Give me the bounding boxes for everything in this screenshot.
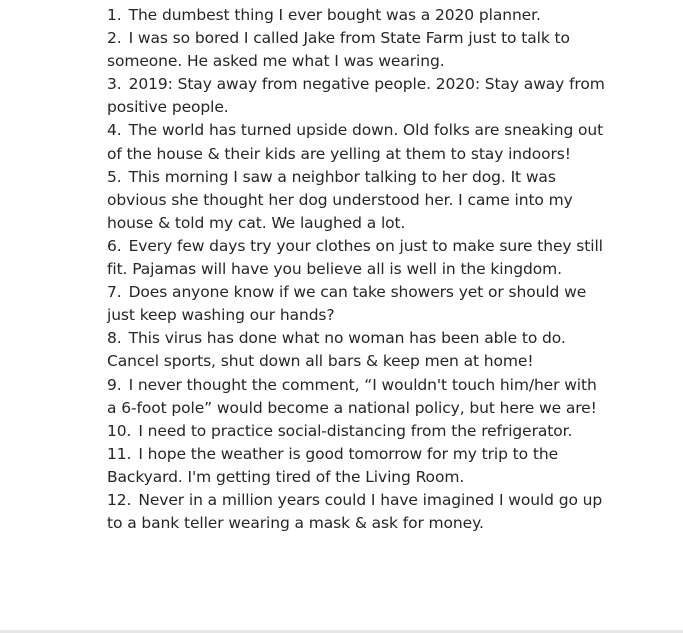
list-item	[107, 281, 607, 327]
list-item	[107, 489, 607, 535]
item-text: I never thought the comment, “I wouldn't touch him/her with a 6-foot pole” would become a national policy, but here we are!	[107, 375, 597, 417]
list-item	[107, 374, 607, 420]
list-item	[107, 4, 607, 27]
item-text: Every few days try your clothes on just to make sure they still fit. Pajamas will have you believe all is well in the kingdom.	[107, 236, 603, 279]
item-text: The dumbest thing I ever bought was a 2020 planner.	[128, 6, 541, 24]
item-text: I need to practice social-distancing from the refrigerator.	[138, 421, 573, 440]
item-text: I was so bored I called Jake from State Farm just to talk to someone. He asked me what I was wearing.	[107, 29, 570, 71]
item-number: 5.	[107, 167, 122, 186]
item-text: Does anyone know if we can take showers yet or should we just keep washing our hands?	[107, 283, 587, 325]
list-item	[107, 73, 607, 119]
item-text: This morning I saw a neighbor talking to her dog. It was obvious she thought her dog understood her. I came into my house & told my cat. We laughed a lot.	[107, 167, 573, 232]
item-number: 9.	[107, 375, 122, 394]
list-item	[107, 235, 607, 281]
list-item	[107, 119, 607, 165]
item-number: 4.	[107, 121, 122, 140]
list-item	[107, 327, 607, 373]
item-number: 7.	[107, 283, 122, 302]
item-text: The world has turned upside down. Old folks are sneaking out of the house & their kids are yelling at them to stay indoors!	[107, 121, 604, 163]
item-text: I hope the weather is good tomorrow for my trip to the Backyard. I'm getting tired of the Living Room.	[107, 444, 559, 486]
item-number: 6.	[107, 236, 122, 255]
item-number: 2.	[107, 29, 122, 48]
item-number: 3.	[107, 75, 122, 94]
item-text: Never in a million years could I have imagined I would go up to a bank teller wearing a mask & ask for money.	[107, 490, 603, 533]
list-item	[107, 420, 607, 443]
item-number: 8.	[107, 329, 122, 348]
item-text: 2019: Stay away from negative people. 2020: Stay away from positive people.	[107, 75, 605, 117]
item-text: This virus has done what no woman has been able to do. Cancel sports, shut down all bars & keep men at home!	[107, 329, 566, 371]
list-item	[107, 443, 607, 489]
item-number: 10.	[107, 421, 132, 440]
item-number: 11.	[107, 444, 132, 463]
joke-list	[107, 4, 607, 535]
item-number: 1.	[107, 6, 122, 24]
list-item	[107, 166, 607, 235]
item-number: 12.	[107, 490, 132, 509]
list-item	[107, 27, 607, 73]
